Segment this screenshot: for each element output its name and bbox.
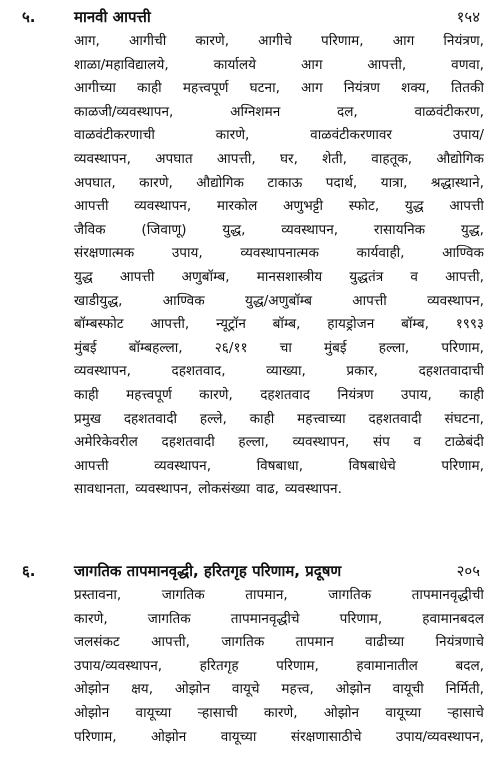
topic-line: जैविक (जिवाणू) युद्ध, व्यवस्थापन, रासायनिक युद्ध, — [74, 221, 484, 238]
topic-line: आग, आगीची कारणे, आगीचे परिणाम, आग नियंत्रण, — [74, 33, 484, 49]
topic-line: काही महत्त्वपूर्ण कारणे, दहशतवाद नियंत्रण उपाय, काही — [74, 386, 484, 403]
topic-line: उपाय/व्यवस्थापन, हरितगृह परिणाम, हवामानातील बदल, — [74, 657, 484, 674]
topic-line: आपत्ती व्यवस्थापन, विषबाधा, विषबाधेचे परिणाम, — [74, 457, 484, 474]
chapter-number: ६. — [22, 562, 36, 580]
page-number: २०५ — [456, 562, 480, 580]
topic-lines — [74, 584, 484, 749]
topic-line: वाळवंटीकरणाची कारणे, वाळवंटीकरणावर उपाय/ — [74, 127, 484, 144]
topic-line: आपत्ती व्यवस्थापन, मारकोल अणुभट्टी स्फोट, युद्ध आपत्ती — [74, 198, 484, 215]
topic-line: ओझोन क्षय, ओझोन वायूचे महत्त्व, ओझोन वायूची निर्मिती, — [74, 681, 484, 698]
topic-line: अपघात, कारणे, औद्योगिक टाकाऊ पदार्थ, यात्रा, श्रद्धास्थाने, — [74, 174, 484, 191]
chapter-number: ५. — [22, 8, 36, 26]
topic-line: संरक्षणात्मक उपाय, व्यवस्थापनात्मक कार्यवाही, आण्विक — [74, 245, 484, 262]
topic-line: प्रमुख दहशतवादी हल्ले, काही महत्त्वाच्या दहशतवादी संघटना, — [74, 410, 484, 427]
topic-line: प्रस्तावना, जागतिक तापमान, जागतिक तापमानवृद्धीची — [74, 587, 484, 603]
topic-line: व्यवस्थापन, दहशतवाद, व्याख्या, प्रकार, दहशतवादाची — [74, 363, 484, 380]
topic-line: मुंबई बॉम्बहल्ला, २६/११ चा मुंबई हल्ला, परिणाम, — [74, 339, 484, 356]
topic-line: जलसंकट आपत्ती, जागतिक तापमान वाढीच्या नियंत्रणाचे — [74, 634, 484, 651]
topic-line: बॉम्बस्फोट आपत्ती, न्यूट्रॉन बॉम्ब, हायड्रोजन बॉम्ब, १९९३ — [74, 316, 484, 333]
topic-line: सावधानता, व्यवस्थापन, लोकसंख्या वाढ, व्यवस्थापन. — [74, 481, 342, 498]
page-number: १५४ — [456, 8, 480, 26]
topic-line: काळजी/व्यवस्थापन, अग्निशमन दल, वाळवंटीकरण, — [74, 103, 484, 120]
topic-line: खाडीयुद्ध, आण्विक युद्ध/अणुबॉम्ब आपत्ती व्यवस्थापन, — [74, 292, 484, 309]
topic-line: शाळा/महाविद्यालये, कार्यालये आग आपत्ती, वणवा, — [74, 56, 484, 73]
chapter-title: जागतिक तापमानवृद्धी, हरितगृह परिणाम, प्रदूषण — [74, 562, 342, 580]
topic-line: अमेरिकेवरील दहशतवादी हल्ला, व्यवस्थापन, संप व टाळेबंदी — [74, 434, 484, 451]
topic-line: आगीच्या काही महत्त्वपूर्ण घटना, आग नियंत्रण शक्य, तितकी — [74, 80, 484, 97]
topic-line: व्यवस्थापन, अपघात आपत्ती, घर, शेती, वाहतूक, औद्योगिक — [74, 150, 484, 167]
topic-line: ओझोन वायूच्या ऱ्हासाची कारणे, ओझोन वायूच्या ऱ्हासाचे — [74, 704, 484, 721]
chapter-title: मानवी आपत्ती — [74, 8, 151, 26]
topic-line: परिणाम, ओझोन वायूच्या संरक्षणासाठीचे उपाय/व्यवस्थापन, — [74, 728, 484, 745]
topic-line: कारणे, जागतिक तापमानवृद्धीचे परिणाम, हवामानबदल — [74, 610, 484, 627]
topic-line: युद्ध आपत्ती अणुबॉम्ब, मानसशास्त्रीय युद्धतंत्र व आपत्ती, — [74, 268, 484, 285]
topic-lines — [74, 30, 484, 502]
